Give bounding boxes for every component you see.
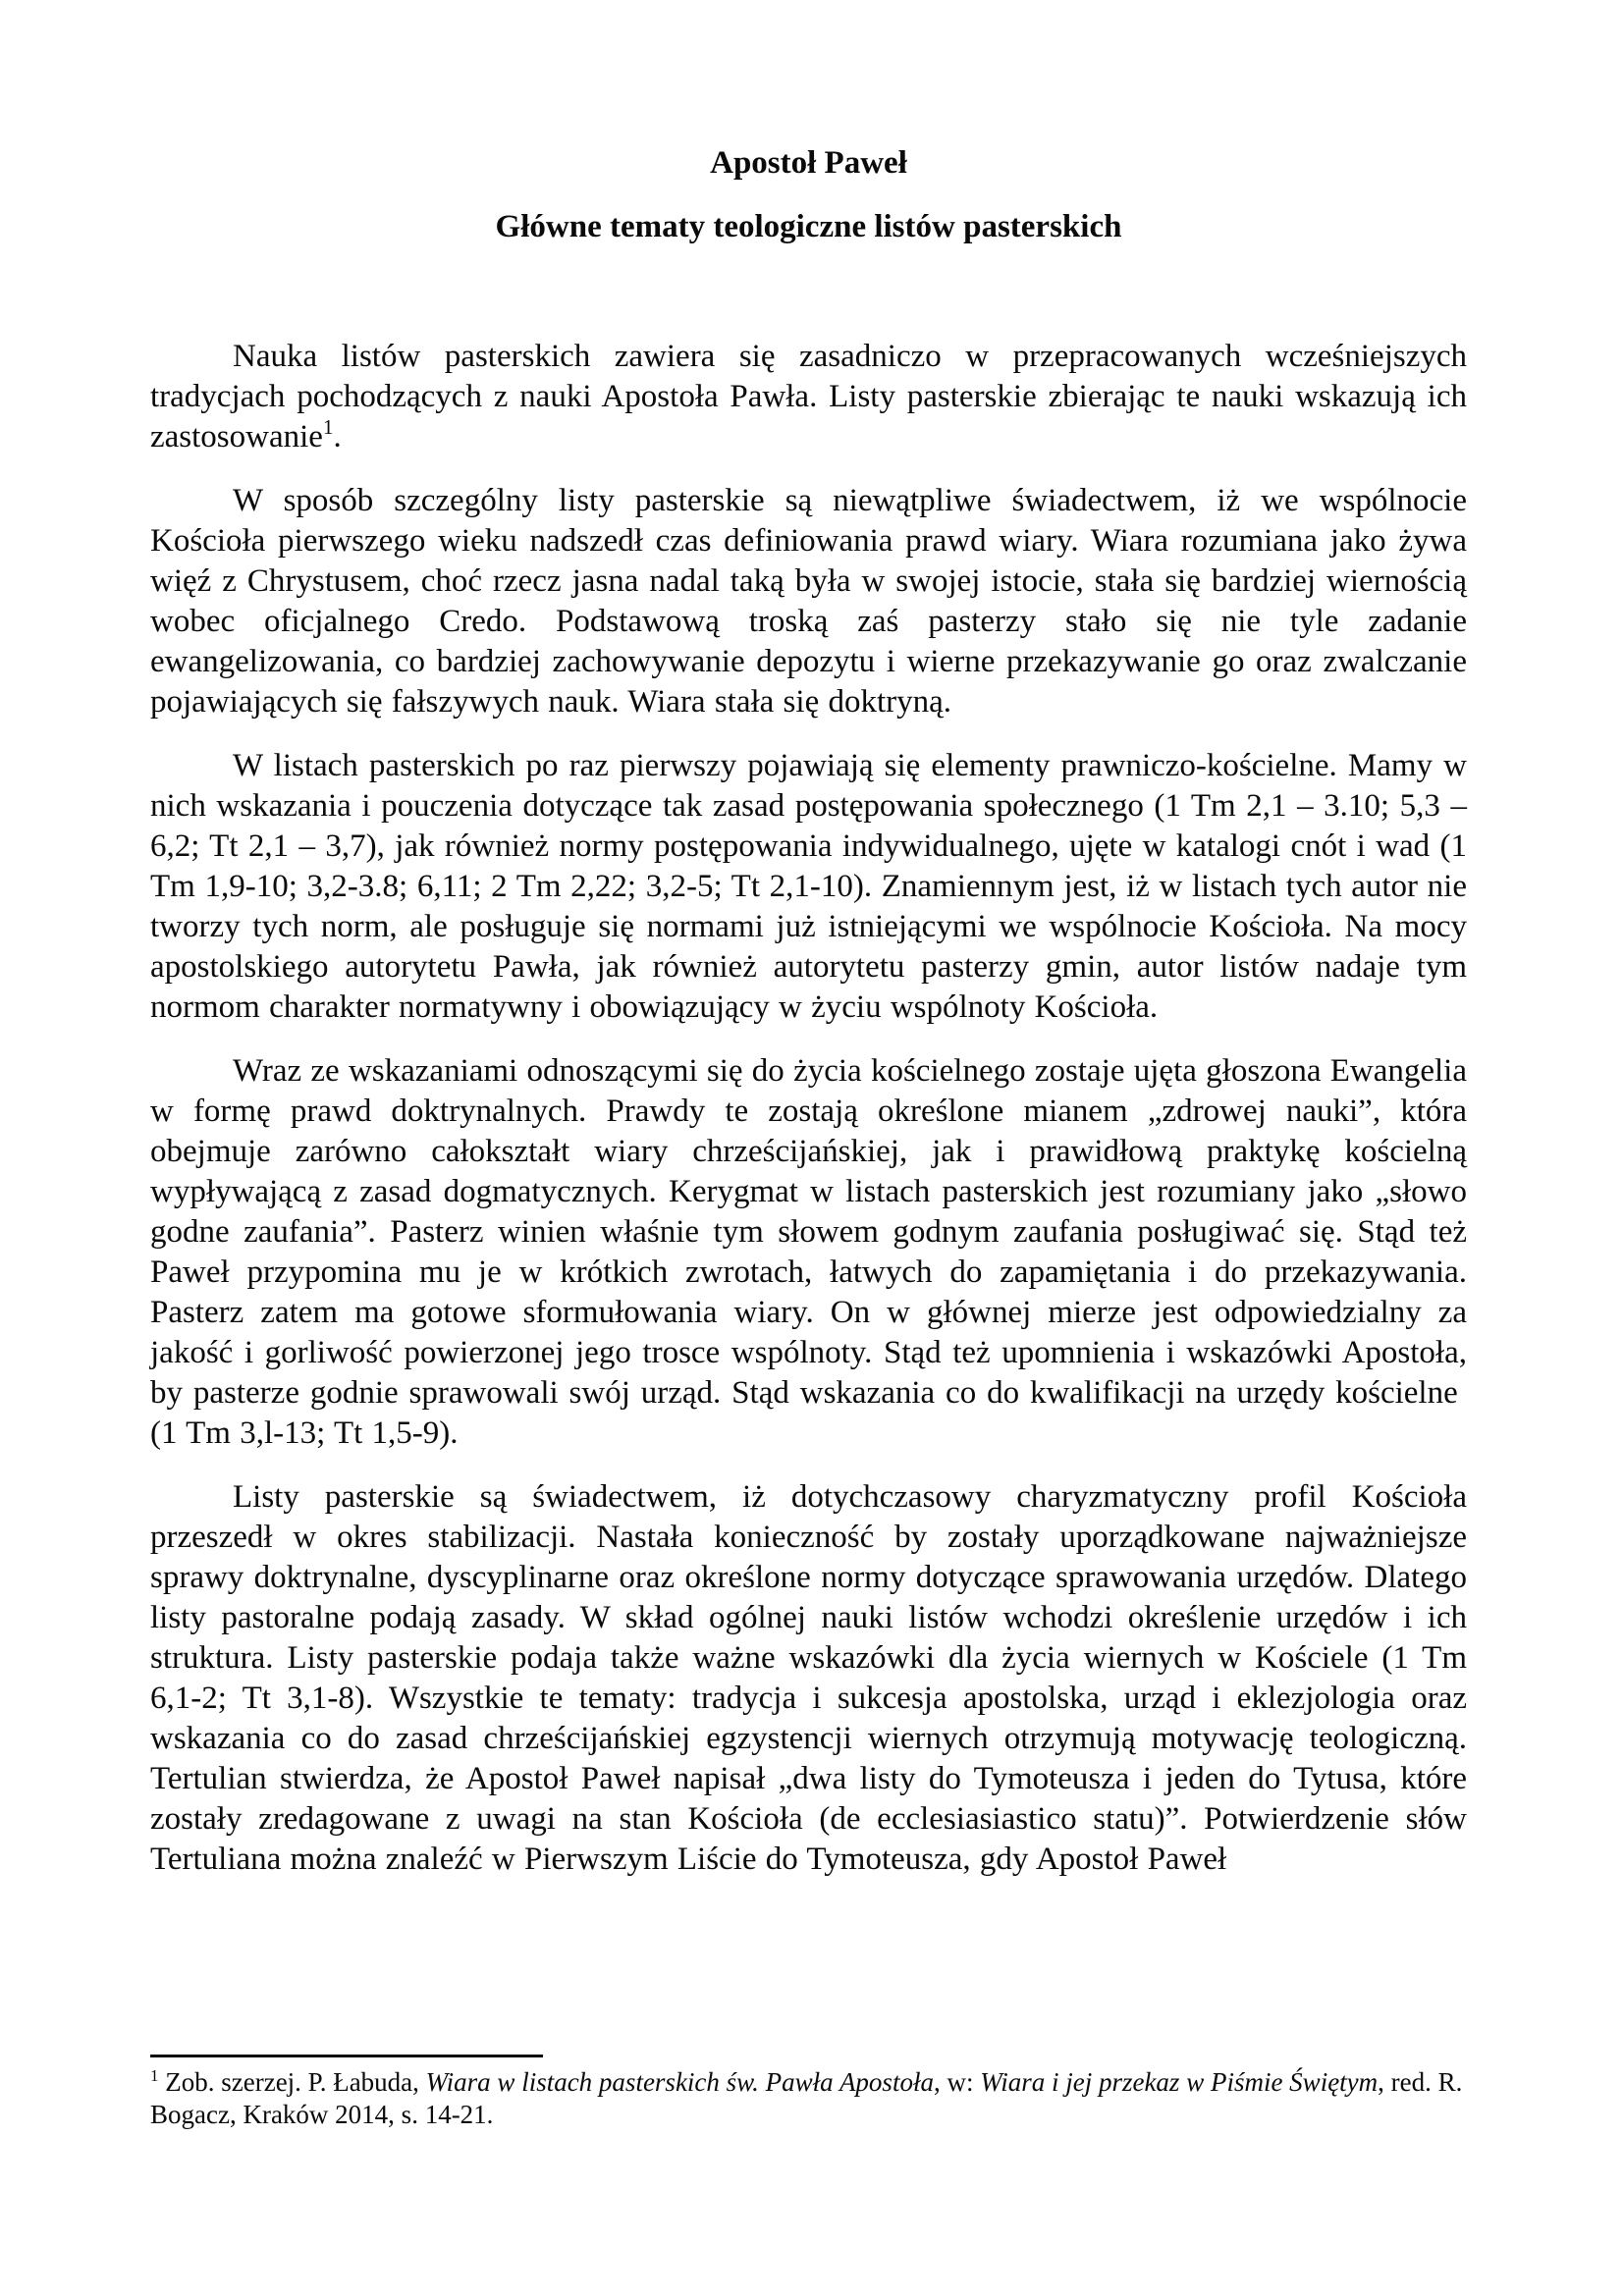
paragraph-3: W listach pasterskich po raz pierwszy pojawiają się elementy prawniczo-kościelne. Mamy w nich wskazania i pouczenia dotyczące tak zasad postępowania społecznego (1 Tm 2,1 – 3.10; 5,3 – 6,2; Tt 2,1 – 3,7), jak również normy postępowania indywidualnego, ujęte w katalogi cnót i wad (1 Tm 1,9-10; 3,2-3.8; 6,11; 2 Tm 2,22; 3,2-5; Tt 2,1-10). Znamiennym jest, iż w listach tych autor nie tworzy tych norm, ale posługuje się normami już istniejącymi we wspólnocie Kościoła. Na mocy apostolskiego autorytetu Pawła, jak również autorytetu pasterzy gmin, autor listów nadaje tym normom charakter normatywny i obowiązujący w życiu wspólnoty Kościoła. (150, 748, 1467, 1025)
document-subtitle: Główne tematy teologiczne listów pasterskich (495, 209, 1122, 244)
footnote-1 (150, 2066, 1467, 2131)
paragraph-1 (150, 337, 1467, 457)
paragraph-2: W sposób szczególny listy pasterskie są niewątpliwe świadectwem, iż we wspólnocie Kościoła pierwszego wieku nadszedł czas definiowania prawd wiary. Wiara rozumiana jako żywa więź z Chrystusem, choć rzecz jasna nadal taką była w swojej istocie, stała się bardziej wiernością wobec oficjalnego Credo. Podstawową troską zaś pasterzy stało się nie tyle zadanie ewangelizowania, co bardziej zachowywanie depozytu i wierne przekazywanie go oraz zwalczanie pojawiających się fałszywych nauk. Wiara stała się doktryną. (150, 483, 1467, 720)
footnote-segment-2: , w: (933, 2067, 981, 2097)
paragraph-1-text: Nauka listów pasterskich zawiera się zasadniczo w przepracowanych wcześniejszych tradycjach pochodzących z nauki Apostoła Pawła. Listy pasterskie zbierając te nauki wskazują ich zastosowanie (150, 339, 1467, 454)
footnote-separator-rule (150, 2055, 543, 2057)
footnote-segment-4: , red. R. Bogacz, Kraków 2014, s. 14-21. (150, 2067, 1463, 2129)
footnote-segment-0: Zob. szerzej. P. Łabuda, (158, 2067, 426, 2097)
document-title: Apostoł Paweł (710, 145, 907, 181)
footnote-segment-3-italic-title: Wiara i jej przekaz w Piśmie Świętym (980, 2067, 1379, 2097)
footnote-reference-1: 1 (322, 415, 334, 439)
paragraph-4: Wraz ze wskazaniami odnoszącymi się do życia kościelnego zostaje ujęta głoszona Ewangelia w formę prawd doktrynalnych. Prawdy te zostają określone mianem „zdrowej nauki”, która obejmuje zarówno całokształt wiary chrześcijańskiej, jak i prawidłową praktykę kościelną wypływającą z zasad dogmatycznych. Kerygmat w listach pasterskich jest rozumiany jako „słowo godne zaufania”. Pasterz winien właśnie tym słowem godnym zaufania posługiwać się. Stąd też Paweł przypomina mu je w krótkich zwrotach, łatwych do zapamiętania i do przekazywania. Pasterz zatem ma gotowe sformułowania wiary. On w głównej mierze jest odpowiedzialny za jakość i gorliwość powierzonej jego trosce wspólnoty. Stąd też upomnienia i wskazówki Apostoła, by pasterze godnie sprawowali swój urząd. Stąd wskazania co do kwalifikacji na urzędy kościelne (1 Tm 3,l-13; Tt 1,5-9). (150, 1053, 1467, 1451)
footnote-segment-1-italic-title: Wiara w listach pasterskich św. Pawła Apostoła (425, 2067, 934, 2097)
footnote-marker: 1 (150, 2066, 159, 2085)
paragraph-1-tail: . (333, 419, 342, 454)
document-body (150, 143, 1467, 1903)
paragraph-5: Listy pasterskie są świadectwem, iż dotychczasowy charyzmatyczny profil Kościoła przeszedł w okres stabilizacji. Nastała konieczność by zostały uporządkowane najważniejsze sprawy doktrynalne, dyscyplinarne oraz określone normy dotyczące sprawowania urzędów. Dlatego listy pastoralne podają zasady. W skład ogólnej nauki listów wchodzi określenie urzędów i ich struktura. Listy pasterskie podaja także ważne wskazówki dla życia wiernych w Kościele (1 Tm 6,1-2; Tt 3,1-8). Wszystkie te tematy: tradycja i sukcesja apostolska, urząd i eklezjologia oraz wskazania co do zasad chrześcijańskiej egzystencji wiernych otrzymują motywację teologiczną. Tertulian stwierdza, że Apostoł Paweł napisał „dwa listy do Tymoteusza i jeden do Tytusa, które zostały zredagowane z uwagi na stan Kościoła (de ecclesiasiastico statu)”. Potwierdzenie słów Tertuliana można znaleźć w Pierwszym Liście do Tymoteusza, gdy Apostoł Paweł (150, 1479, 1467, 1877)
footnote-area (150, 2055, 1467, 2131)
